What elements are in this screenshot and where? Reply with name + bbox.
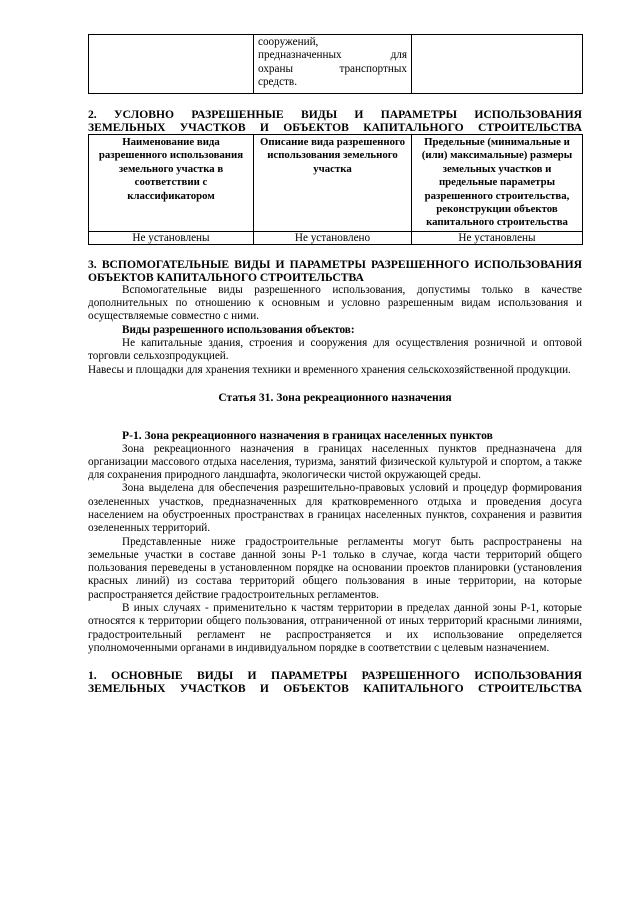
cell-line: средств.	[258, 75, 298, 88]
article-title: Статья 31. Зона рекреационного назначения	[218, 390, 452, 404]
table-row	[89, 35, 583, 94]
table-cell	[89, 35, 254, 94]
section1-heading-line2: ЗЕМЕЛЬНЫХ УЧАСТКОВ И ОБЪЕКТОВ КАПИТАЛЬНОГО СТРОИТЕЛЬСТВА	[88, 682, 582, 696]
table-cell	[254, 35, 412, 94]
section3-heading: 3. ВСПОМОГАТЕЛЬНЫЕ ВИДЫ И ПАРАМЕТРЫ РАЗРЕШЕННОГО ИСПОЛЬЗОВАНИЯ ОБЪЕКТОВ КАПИТАЛЬНОГО СТРОИТЕЛЬСТВА	[88, 257, 582, 284]
cell-line: охраны транспортных	[258, 62, 407, 75]
zone-subtitle: Р-1. Зона рекреационного назначения в границах населенных пунктов	[122, 429, 493, 443]
table-cell	[412, 35, 583, 94]
table-cell: Не установлены	[412, 231, 583, 244]
conditional-uses-table	[88, 134, 583, 245]
column-header: Описание вида разрешенного использования земельного участка	[254, 135, 412, 232]
table-cell: Не установлено	[254, 231, 412, 244]
document-page	[88, 34, 582, 695]
paragraph: Не капитальные здания, строения и сооружения для осуществления розничной и оптовой торговли сельхозпродукцией.	[88, 337, 582, 363]
paragraph: Вспомогательные виды разрешенного использования, допустимы только в качестве дополнительных по отношению к основным и условно разрешенным видам использования и осуществляемые совместно с ними.	[88, 283, 582, 323]
table-cell: Не установлены	[89, 231, 254, 244]
continued-table	[88, 34, 583, 94]
cell-line: сооружений,	[258, 36, 319, 48]
paragraph: Зона выделена для обеспечения разрешительно-правовых условий и процедур формирования озелененных участков, предназначенных для кратковременного отдыха и проведения досуга населением на обустроенных пространствах в границах населенных пунктов, сохранения и развития озелененных территорий.	[88, 482, 582, 535]
column-header: Предельные (минимальные и (или) максимальные) размеры земельных участков и предельные параметры разрешенного строительства, реконструкции объектов капитального строительства	[412, 135, 583, 232]
paragraph: Навесы и площадки для хранения техники и временного хранения сельскохозяйственной продукции.	[88, 363, 571, 376]
section1-heading-line1: 1. ОСНОВНЫЕ ВИДЫ И ПАРАМЕТРЫ РАЗРЕШЕННОГО ИСПОЛЬЗОВАНИЯ	[88, 669, 582, 683]
table-row	[89, 231, 583, 244]
section2-heading-line2: ЗЕМЕЛЬНЫХ УЧАСТКОВ И ОБЪЕКТОВ КАПИТАЛЬНОГО СТРОИТЕЛЬСТВА	[88, 121, 582, 134]
paragraph: В иных случаях - применительно к частям территории в пределах данной зоны Р-1, которые относятся к территории общего пользования, отграниченной от иных территорий красными линиями, градостроительный регламент не распространяется и их использование определяется уполномоченными органами в индивидуальном порядке в соответствии с целевым назначением.	[88, 602, 582, 654]
objects-label: Виды разрешенного использования объектов:	[122, 323, 355, 336]
column-header: Наименование вида разрешенного использования земельного участка в соответствии с классификатором	[89, 135, 254, 232]
paragraph: Представленные ниже градостроительные регламенты могут быть распространены на земельные участки в составе данной зоны Р-1 только в случае, когда части территорий общего пользования переведены в установленном порядке на основании проектов планировки (установления красных линий) из состава территорий общего пользования в иные территории, на которые распространяется действие градостроительных регламентов.	[88, 535, 582, 601]
section2-heading-line1: 2. УСЛОВНО РАЗРЕШЕННЫЕ ВИДЫ И ПАРАМЕТРЫ ИСПОЛЬЗОВАНИЯ	[88, 108, 582, 121]
table-header-row	[89, 135, 583, 232]
cell-line: предназначенных для	[258, 49, 407, 62]
paragraph: Зона рекреационного назначения в границах населенных пунктов предназначена для организации массового отдыха населения, туризма, занятий физической культурой и спортом, а также для сохранения природного ландшафта, экологически чистой окружающей среды.	[88, 442, 582, 482]
